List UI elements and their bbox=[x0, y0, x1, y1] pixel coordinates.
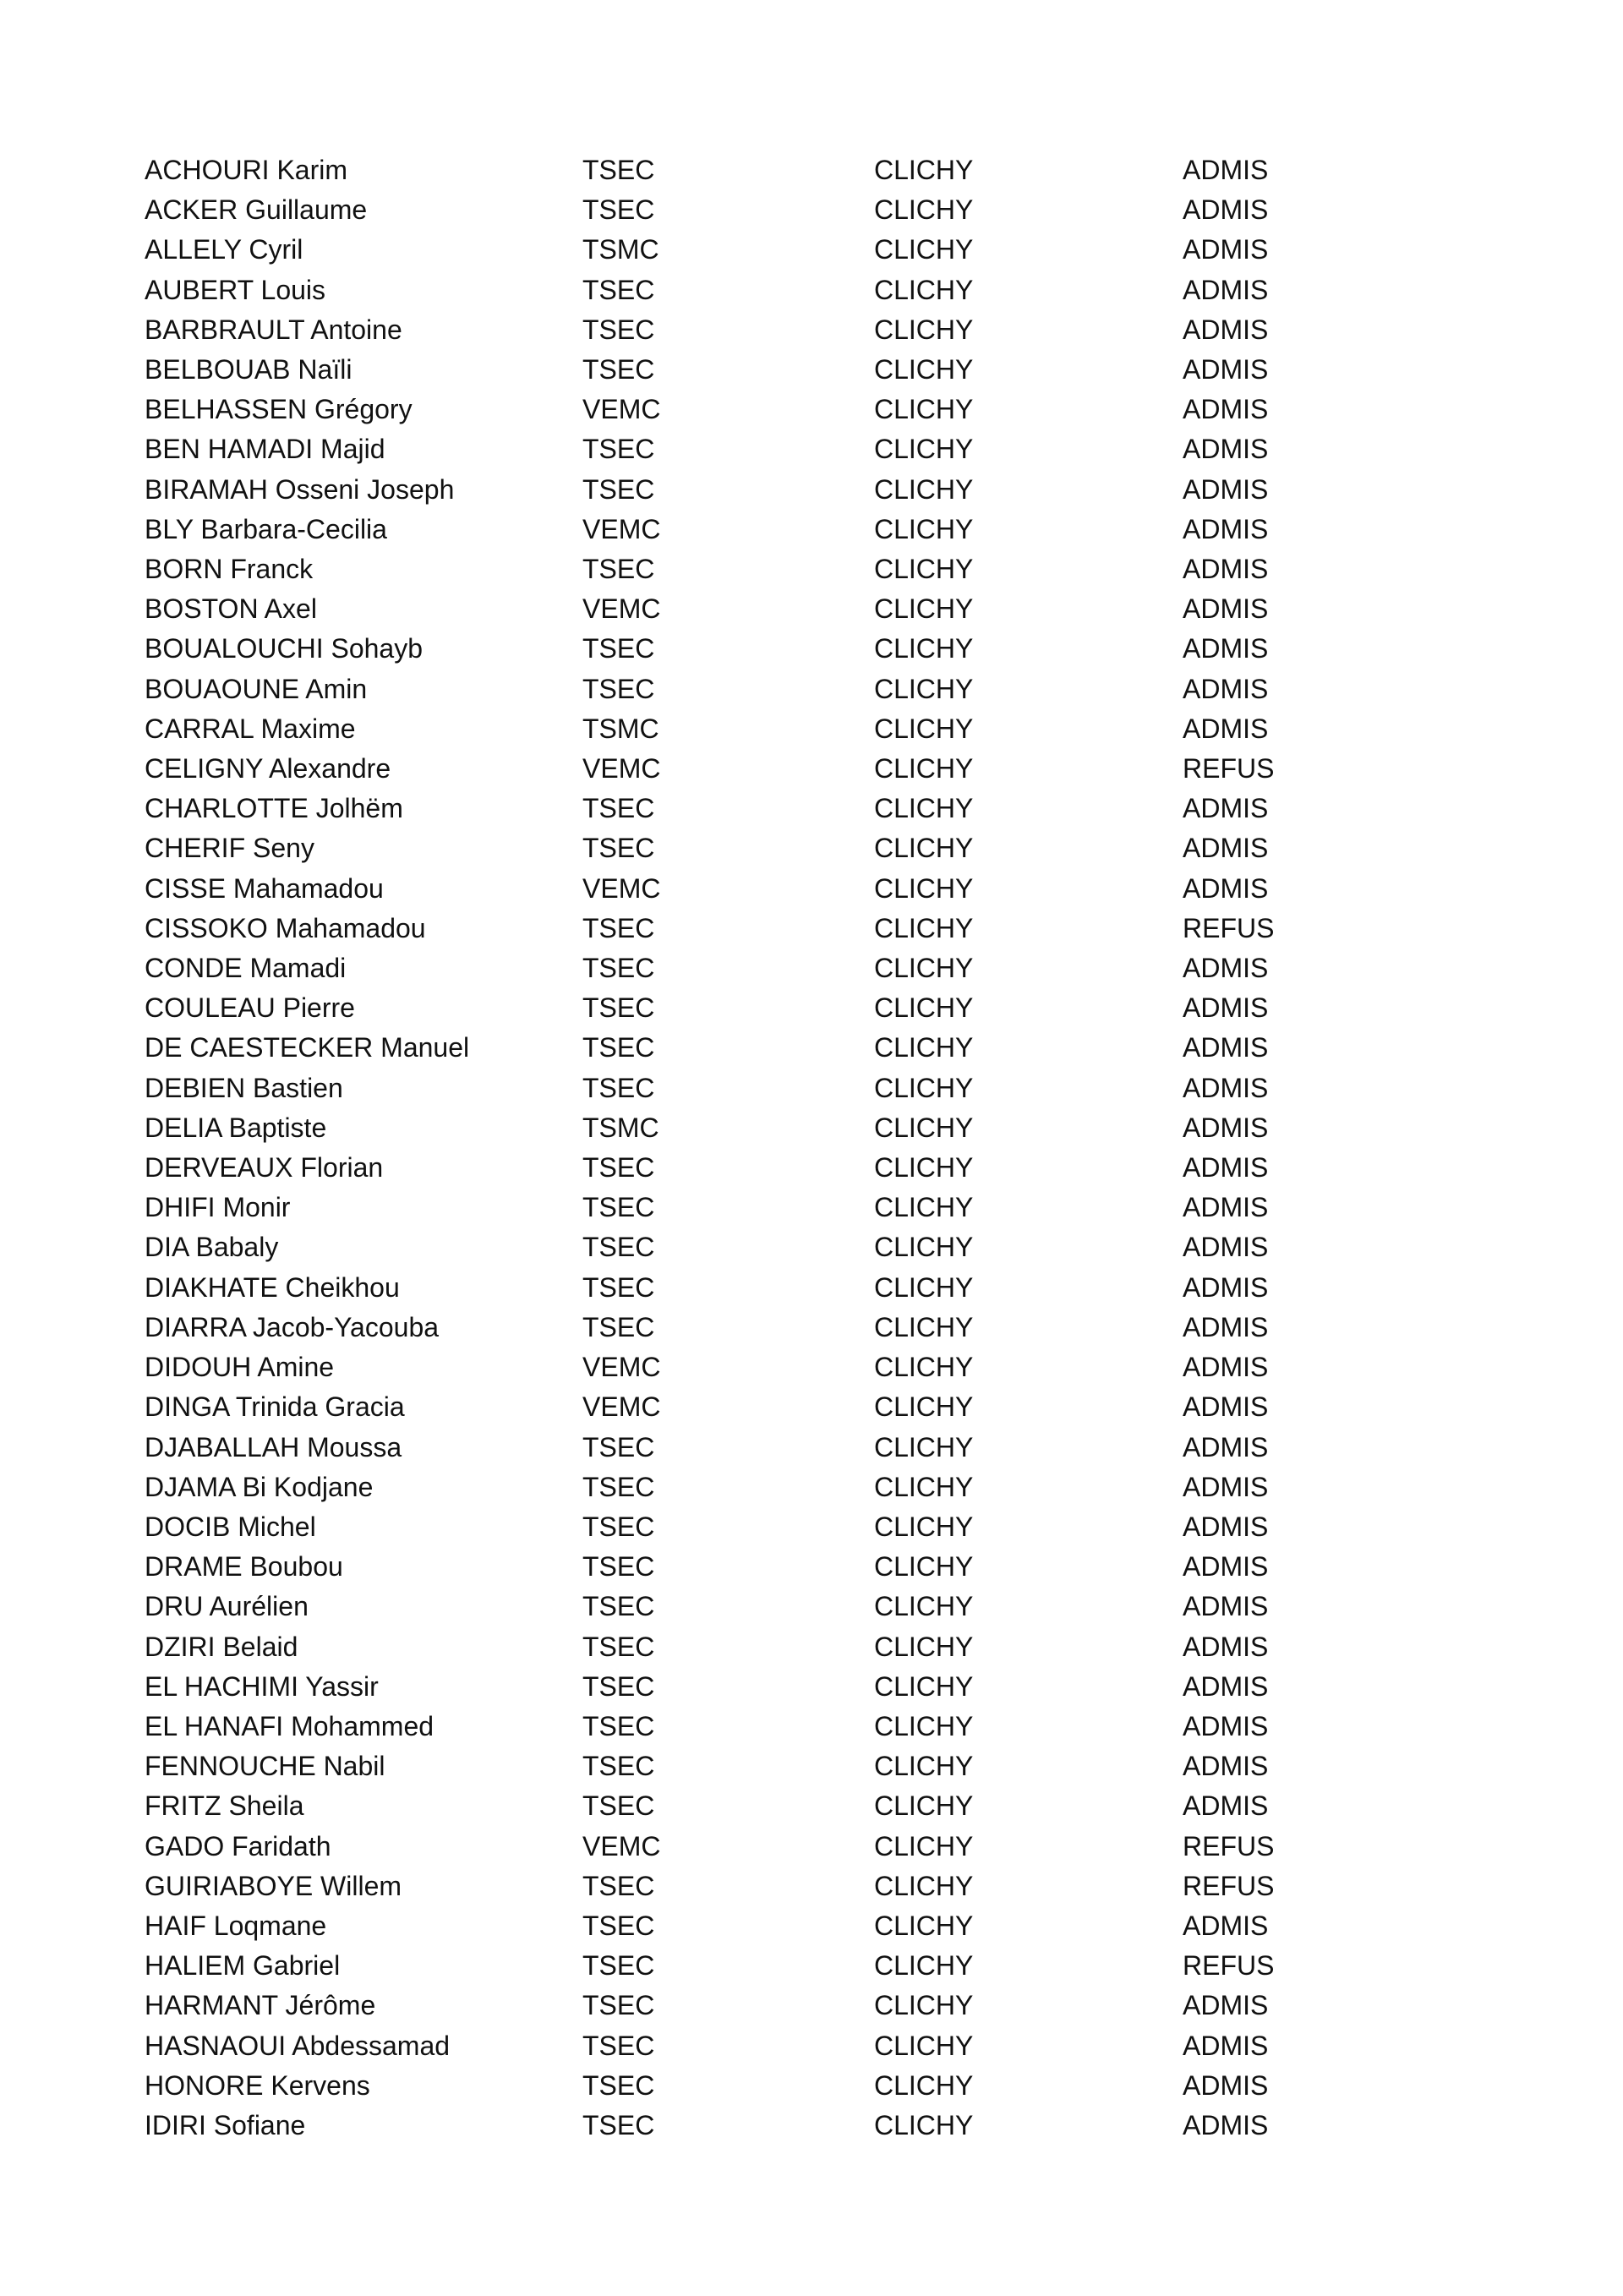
exam-site: CLICHY bbox=[874, 713, 974, 744]
exam-site: CLICHY bbox=[874, 394, 974, 425]
exam-site: CLICHY bbox=[874, 2069, 974, 2101]
candidate-name: COULEAU Pierre bbox=[145, 992, 355, 1024]
exam-site: CLICHY bbox=[874, 434, 974, 465]
result-status: ADMIS bbox=[1183, 1670, 1269, 1702]
candidate-name: AUBERT Louis bbox=[145, 274, 326, 305]
exam-level: TSEC bbox=[582, 912, 655, 943]
exam-level: TSEC bbox=[582, 354, 655, 385]
candidate-name: DIAKHATE Cheikhou bbox=[145, 1271, 400, 1303]
candidate-name: DRU Aurélien bbox=[145, 1591, 309, 1622]
candidate-name: DELIA Baptiste bbox=[145, 1112, 327, 1143]
exam-site: CLICHY bbox=[874, 1152, 974, 1184]
result-status: ADMIS bbox=[1183, 234, 1269, 265]
exam-site: CLICHY bbox=[874, 833, 974, 864]
exam-site: CLICHY bbox=[874, 2109, 974, 2140]
exam-site: CLICHY bbox=[874, 1710, 974, 1741]
result-status: ADMIS bbox=[1183, 2069, 1269, 2101]
exam-site: CLICHY bbox=[874, 593, 974, 625]
result-status: ADMIS bbox=[1183, 1352, 1269, 1383]
result-status: ADMIS bbox=[1183, 1232, 1269, 1263]
candidate-name: DRAME Boubou bbox=[145, 1551, 343, 1583]
candidate-name: ACHOURI Karim bbox=[145, 155, 348, 185]
exam-level: VEMC bbox=[582, 872, 661, 904]
candidate-name: BEN HAMADI Majid bbox=[145, 434, 385, 465]
exam-site: CLICHY bbox=[874, 1551, 974, 1583]
table-row bbox=[145, 869, 1345, 909]
candidate-name: EL HACHIMI Yassir bbox=[145, 1670, 379, 1702]
exam-level: TSEC bbox=[582, 274, 655, 305]
exam-level: TSEC bbox=[582, 1511, 655, 1542]
exam-site: CLICHY bbox=[874, 1830, 974, 1861]
table-row bbox=[145, 589, 1345, 629]
result-status: ADMIS bbox=[1183, 833, 1269, 864]
exam-level: VEMC bbox=[582, 753, 661, 784]
exam-level: TSEC bbox=[582, 953, 655, 984]
candidate-name: IDIRI Sofiane bbox=[145, 2109, 306, 2140]
result-status: ADMIS bbox=[1183, 953, 1269, 984]
result-status: ADMIS bbox=[1183, 1271, 1269, 1303]
candidate-name: CISSE Mahamadou bbox=[145, 872, 384, 904]
candidate-name: BELHASSEN Grégory bbox=[145, 394, 413, 425]
candidate-name: DE CAESTECKER Manuel bbox=[145, 1032, 470, 1063]
table-row bbox=[145, 390, 1345, 429]
result-status: REFUS bbox=[1183, 912, 1275, 943]
candidate-name: HALIEM Gabriel bbox=[145, 1950, 341, 1982]
table-row bbox=[145, 1069, 1345, 1108]
table-row bbox=[145, 1148, 1345, 1188]
candidate-name: BOUAOUNE Amin bbox=[145, 673, 368, 704]
table-row bbox=[145, 310, 1345, 350]
table-row bbox=[145, 1108, 1345, 1148]
candidate-name: HARMANT Jérôme bbox=[145, 1990, 376, 2021]
exam-level: TSEC bbox=[582, 1950, 655, 1982]
table-row bbox=[145, 230, 1345, 270]
result-status: ADMIS bbox=[1183, 872, 1269, 904]
exam-level: TSEC bbox=[582, 1710, 655, 1741]
table-row bbox=[145, 988, 1345, 1028]
table-row bbox=[145, 1507, 1345, 1547]
exam-site: CLICHY bbox=[874, 234, 974, 265]
table-row bbox=[145, 1268, 1345, 1308]
table-row bbox=[145, 1707, 1345, 1747]
candidate-name: BIRAMAH Osseni Joseph bbox=[145, 473, 455, 505]
exam-site: CLICHY bbox=[874, 314, 974, 345]
exam-site: CLICHY bbox=[874, 753, 974, 784]
exam-level: TSEC bbox=[582, 793, 655, 824]
exam-site: CLICHY bbox=[874, 1870, 974, 1901]
table-row bbox=[145, 1468, 1345, 1507]
candidate-name: HASNAOUI Abdessamad bbox=[145, 2030, 451, 2061]
table-row bbox=[145, 1906, 1345, 1946]
exam-site: CLICHY bbox=[874, 1072, 974, 1103]
candidate-name: ACKER Guillaume bbox=[145, 194, 368, 226]
result-status: ADMIS bbox=[1183, 513, 1269, 544]
exam-level: TSEC bbox=[582, 992, 655, 1024]
exam-site: CLICHY bbox=[874, 992, 974, 1024]
table-row bbox=[145, 2026, 1345, 2066]
exam-site: CLICHY bbox=[874, 274, 974, 305]
table-row bbox=[145, 789, 1345, 828]
result-status: ADMIS bbox=[1183, 1112, 1269, 1143]
table-row bbox=[145, 1946, 1345, 1986]
result-status: ADMIS bbox=[1183, 194, 1269, 226]
exam-level: TSEC bbox=[582, 1790, 655, 1822]
candidate-name: HONORE Kervens bbox=[145, 2069, 370, 2101]
candidate-name: BOSTON Axel bbox=[145, 593, 317, 625]
candidate-name: DIA Babaly bbox=[145, 1232, 279, 1263]
exam-level: TSEC bbox=[582, 1990, 655, 2021]
candidate-name: CARRAL Maxime bbox=[145, 713, 356, 744]
exam-level: VEMC bbox=[582, 394, 661, 425]
result-status: ADMIS bbox=[1183, 1471, 1269, 1502]
exam-level: TSEC bbox=[582, 1311, 655, 1342]
candidate-name: CELIGNY Alexandre bbox=[145, 753, 391, 784]
candidate-name: BARBRAULT Antoine bbox=[145, 314, 402, 345]
table-row bbox=[145, 150, 1345, 190]
exam-level: TSEC bbox=[582, 1271, 655, 1303]
table-row bbox=[145, 948, 1345, 988]
exam-site: CLICHY bbox=[874, 1032, 974, 1063]
result-status: ADMIS bbox=[1183, 354, 1269, 385]
table-row bbox=[145, 1188, 1345, 1227]
exam-site: CLICHY bbox=[874, 1471, 974, 1502]
exam-level: TSEC bbox=[582, 314, 655, 345]
exam-level: TSEC bbox=[582, 833, 655, 864]
exam-site: CLICHY bbox=[874, 673, 974, 704]
exam-site: CLICHY bbox=[874, 1631, 974, 1662]
exam-site: CLICHY bbox=[874, 1591, 974, 1622]
table-row bbox=[145, 670, 1345, 709]
table-row bbox=[145, 1627, 1345, 1667]
table-row bbox=[145, 1667, 1345, 1707]
table-row bbox=[145, 1227, 1345, 1267]
result-status: ADMIS bbox=[1183, 713, 1269, 744]
exam-site: CLICHY bbox=[874, 513, 974, 544]
result-status: ADMIS bbox=[1183, 1152, 1269, 1184]
candidate-name: FENNOUCHE Nabil bbox=[145, 1751, 385, 1782]
exam-site: CLICHY bbox=[874, 554, 974, 585]
exam-level: TSEC bbox=[582, 633, 655, 664]
table-row bbox=[145, 190, 1345, 230]
candidate-name: GADO Faridath bbox=[145, 1830, 331, 1861]
table-row bbox=[145, 1786, 1345, 1826]
exam-site: CLICHY bbox=[874, 155, 974, 185]
table-row bbox=[145, 1867, 1345, 1906]
exam-site: CLICHY bbox=[874, 912, 974, 943]
exam-site: CLICHY bbox=[874, 1352, 974, 1383]
candidate-name: DOCIB Michel bbox=[145, 1511, 316, 1542]
table-row bbox=[145, 1747, 1345, 1786]
candidate-name: CHARLOTTE Jolhëm bbox=[145, 793, 403, 824]
result-status: ADMIS bbox=[1183, 2030, 1269, 2061]
result-status: ADMIS bbox=[1183, 155, 1269, 185]
result-status: ADMIS bbox=[1183, 473, 1269, 505]
result-status: ADMIS bbox=[1183, 992, 1269, 1024]
result-status: ADMIS bbox=[1183, 2109, 1269, 2140]
result-status: ADMIS bbox=[1183, 434, 1269, 465]
table-row bbox=[145, 429, 1345, 469]
exam-site: CLICHY bbox=[874, 1670, 974, 1702]
result-status: ADMIS bbox=[1183, 1591, 1269, 1622]
result-status: ADMIS bbox=[1183, 314, 1269, 345]
exam-level: TSEC bbox=[582, 2030, 655, 2061]
table-row bbox=[145, 1308, 1345, 1348]
exam-site: CLICHY bbox=[874, 872, 974, 904]
candidate-name: HAIF Loqmane bbox=[145, 1910, 327, 1941]
result-status: REFUS bbox=[1183, 1830, 1275, 1861]
table-row bbox=[145, 510, 1345, 549]
result-status: ADMIS bbox=[1183, 1751, 1269, 1782]
exam-level: VEMC bbox=[582, 513, 661, 544]
result-status: ADMIS bbox=[1183, 1990, 1269, 2021]
table-row bbox=[145, 749, 1345, 789]
result-status: ADMIS bbox=[1183, 274, 1269, 305]
exam-level: TSEC bbox=[582, 2109, 655, 2140]
exam-site: CLICHY bbox=[874, 1232, 974, 1263]
result-status: ADMIS bbox=[1183, 1631, 1269, 1662]
exam-level: TSEC bbox=[582, 673, 655, 704]
exam-site: CLICHY bbox=[874, 633, 974, 664]
exam-level: VEMC bbox=[582, 1352, 661, 1383]
result-status: ADMIS bbox=[1183, 1551, 1269, 1583]
exam-level: TSEC bbox=[582, 1192, 655, 1223]
exam-level: VEMC bbox=[582, 1830, 661, 1861]
table-row bbox=[145, 350, 1345, 390]
exam-level: TSEC bbox=[582, 1471, 655, 1502]
exam-site: CLICHY bbox=[874, 1910, 974, 1941]
exam-site: CLICHY bbox=[874, 1751, 974, 1782]
candidate-name: CONDE Mamadi bbox=[145, 953, 347, 984]
result-status: REFUS bbox=[1183, 1950, 1275, 1982]
results-table-body bbox=[145, 150, 1345, 2146]
candidate-name: DJABALLAH Moussa bbox=[145, 1431, 402, 1462]
table-row bbox=[145, 1428, 1345, 1468]
exam-level: TSEC bbox=[582, 554, 655, 585]
exam-level: TSEC bbox=[582, 1072, 655, 1103]
table-row bbox=[145, 629, 1345, 669]
candidate-name: DZIRI Belaid bbox=[145, 1631, 298, 1662]
candidate-name: GUIRIABOYE Willem bbox=[145, 1870, 402, 1901]
candidate-name: DERVEAUX Florian bbox=[145, 1152, 384, 1184]
exam-site: CLICHY bbox=[874, 1950, 974, 1982]
exam-level: TSMC bbox=[582, 713, 659, 744]
result-status: ADMIS bbox=[1183, 1391, 1269, 1423]
result-status: ADMIS bbox=[1183, 1710, 1269, 1741]
result-status: ADMIS bbox=[1183, 554, 1269, 585]
table-row bbox=[145, 828, 1345, 868]
exam-site: CLICHY bbox=[874, 1391, 974, 1423]
result-status: REFUS bbox=[1183, 1870, 1275, 1901]
candidate-name: BORN Franck bbox=[145, 554, 314, 585]
exam-site: CLICHY bbox=[874, 1271, 974, 1303]
exam-level: VEMC bbox=[582, 593, 661, 625]
table-row bbox=[145, 549, 1345, 589]
exam-level: TSEC bbox=[582, 1870, 655, 1901]
candidate-name: DIDOUH Amine bbox=[145, 1352, 335, 1383]
exam-site: CLICHY bbox=[874, 473, 974, 505]
exam-level: TSEC bbox=[582, 155, 655, 185]
table-row bbox=[145, 909, 1345, 948]
candidate-name: DHIFI Monir bbox=[145, 1192, 291, 1223]
exam-site: CLICHY bbox=[874, 1192, 974, 1223]
table-row bbox=[145, 1387, 1345, 1427]
exam-level: TSEC bbox=[582, 1670, 655, 1702]
candidate-name: FRITZ Sheila bbox=[145, 1790, 304, 1822]
table-row bbox=[145, 470, 1345, 510]
exam-site: CLICHY bbox=[874, 354, 974, 385]
exam-site: CLICHY bbox=[874, 194, 974, 226]
table-row bbox=[145, 1827, 1345, 1867]
exam-level: TSEC bbox=[582, 1232, 655, 1263]
result-status: ADMIS bbox=[1183, 1192, 1269, 1223]
result-status: ADMIS bbox=[1183, 1032, 1269, 1063]
candidate-name: BELBOUAB Naïli bbox=[145, 354, 352, 385]
table-row bbox=[145, 2066, 1345, 2106]
candidate-name: DJAMA Bi Kodjane bbox=[145, 1471, 374, 1502]
table-row bbox=[145, 1986, 1345, 2025]
exam-site: CLICHY bbox=[874, 1311, 974, 1342]
exam-site: CLICHY bbox=[874, 1511, 974, 1542]
exam-level: VEMC bbox=[582, 1391, 661, 1423]
exam-level: TSEC bbox=[582, 1751, 655, 1782]
table-row bbox=[145, 1587, 1345, 1626]
exam-level: TSEC bbox=[582, 1032, 655, 1063]
exam-level: TSMC bbox=[582, 1112, 659, 1143]
exam-level: TSEC bbox=[582, 1631, 655, 1662]
result-status: ADMIS bbox=[1183, 633, 1269, 664]
result-status: ADMIS bbox=[1183, 1790, 1269, 1822]
result-status: ADMIS bbox=[1183, 1072, 1269, 1103]
candidate-name: CISSOKO Mahamadou bbox=[145, 912, 426, 943]
candidate-name: EL HANAFI Mohammed bbox=[145, 1710, 434, 1741]
exam-site: CLICHY bbox=[874, 1790, 974, 1822]
result-status: REFUS bbox=[1183, 753, 1275, 784]
exam-site: CLICHY bbox=[874, 793, 974, 824]
result-status: ADMIS bbox=[1183, 1311, 1269, 1342]
exam-site: CLICHY bbox=[874, 2030, 974, 2061]
result-status: ADMIS bbox=[1183, 593, 1269, 625]
exam-level: TSEC bbox=[582, 194, 655, 226]
result-status: ADMIS bbox=[1183, 1431, 1269, 1462]
result-status: ADMIS bbox=[1183, 793, 1269, 824]
exam-site: CLICHY bbox=[874, 1990, 974, 2021]
table-row bbox=[145, 1547, 1345, 1587]
exam-site: CLICHY bbox=[874, 1431, 974, 1462]
table-row bbox=[145, 271, 1345, 310]
exam-level: TSEC bbox=[582, 1591, 655, 1622]
result-status: ADMIS bbox=[1183, 1910, 1269, 1941]
candidate-name: BLY Barbara-Cecilia bbox=[145, 513, 387, 544]
exam-level: TSEC bbox=[582, 434, 655, 465]
candidate-name: BOUALOUCHI Sohayb bbox=[145, 633, 424, 664]
candidate-name: DEBIEN Bastien bbox=[145, 1072, 343, 1103]
exam-site: CLICHY bbox=[874, 1112, 974, 1143]
candidate-name: DINGA Trinida Gracia bbox=[145, 1391, 405, 1423]
exam-level: TSEC bbox=[582, 1152, 655, 1184]
exam-level: TSEC bbox=[582, 473, 655, 505]
exam-level: TSEC bbox=[582, 1551, 655, 1583]
exam-level: TSEC bbox=[582, 1910, 655, 1941]
candidate-name: CHERIF Seny bbox=[145, 833, 314, 864]
result-status: ADMIS bbox=[1183, 394, 1269, 425]
candidate-name: DIARRA Jacob-Yacouba bbox=[145, 1311, 440, 1342]
exam-site: CLICHY bbox=[874, 953, 974, 984]
result-status: ADMIS bbox=[1183, 1511, 1269, 1542]
table-row bbox=[145, 1028, 1345, 1068]
exam-level: TSMC bbox=[582, 234, 659, 265]
exam-level: TSEC bbox=[582, 2069, 655, 2101]
table-row bbox=[145, 1348, 1345, 1387]
result-status: ADMIS bbox=[1183, 673, 1269, 704]
table-row bbox=[145, 2106, 1345, 2146]
table-row bbox=[145, 709, 1345, 749]
exam-level: TSEC bbox=[582, 1431, 655, 1462]
results-table bbox=[145, 150, 1345, 2146]
candidate-name: ALLELY Cyril bbox=[145, 234, 303, 265]
